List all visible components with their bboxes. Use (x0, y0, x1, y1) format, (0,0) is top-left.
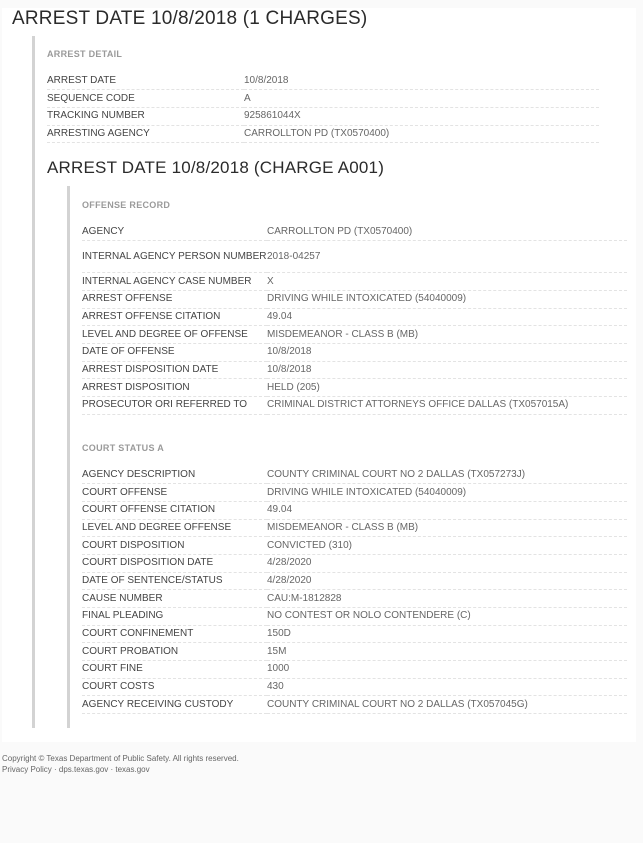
table-row (82, 326, 627, 344)
table-row (82, 466, 627, 484)
footer-links[interactable]: Privacy Policy · dps.texas.gov · texas.gov (2, 765, 150, 774)
table-row (82, 484, 627, 502)
row-label: ARREST OFFENSE (82, 290, 267, 308)
row-value: MISDEMEANOR - CLASS B (MB) (267, 519, 627, 537)
court-status-heading: COURT STATUS A (82, 443, 165, 453)
table-row (82, 308, 627, 326)
row-label: AGENCY (82, 223, 267, 241)
row-value: 49.04 (267, 308, 627, 326)
table-row (82, 343, 627, 361)
offense-record-heading: OFFENSE RECORD (82, 200, 171, 210)
row-label: TRACKING NUMBER (47, 107, 244, 125)
row-value: 4/28/2020 (267, 572, 627, 590)
row-value: A (244, 90, 599, 108)
row-value: 10/8/2018 (244, 72, 599, 90)
arrest-detail-heading: ARREST DETAIL (47, 49, 123, 59)
row-label: COURT CONFINEMENT (82, 625, 267, 643)
table-row (82, 241, 627, 273)
row-label: CAUSE NUMBER (82, 590, 267, 608)
table-row (82, 223, 627, 241)
page-footer (2, 753, 239, 775)
row-value: CARROLLTON PD (TX0570400) (267, 223, 627, 241)
row-label: COURT PROBATION (82, 643, 267, 661)
table-row (82, 361, 627, 379)
table-row (82, 625, 627, 643)
row-label: AGENCY DESCRIPTION (82, 466, 267, 484)
row-value: CRIMINAL DISTRICT ATTORNEYS OFFICE DALLAS (TX057015A) (267, 397, 627, 415)
row-label: PROSECUTOR ORI REFERRED TO (82, 397, 267, 415)
row-value: X (267, 273, 627, 291)
row-value: 2018-04257 (267, 241, 627, 273)
row-label: INTERNAL AGENCY PERSON NUMBER (82, 241, 267, 273)
row-value: DRIVING WHILE INTOXICATED (54040009) (267, 290, 627, 308)
table-row (82, 554, 627, 572)
row-label: AGENCY RECEIVING CUSTODY (82, 696, 267, 714)
row-label: DATE OF OFFENSE (82, 343, 267, 361)
row-value: 49.04 (267, 501, 627, 519)
row-label: COURT DISPOSITION DATE (82, 554, 267, 572)
row-label: FINAL PLEADING (82, 608, 267, 626)
table-row (82, 678, 627, 696)
row-label: COURT COSTS (82, 678, 267, 696)
row-value: MISDEMEANOR - CLASS B (MB) (267, 326, 627, 344)
row-value: 15M (267, 643, 627, 661)
charge-indent-bar (67, 186, 70, 728)
row-value: NO CONTEST OR NOLO CONTENDERE (C) (267, 608, 627, 626)
offense-record-table (82, 223, 627, 415)
table-row (47, 125, 599, 143)
table-row (82, 643, 627, 661)
arrest-indent-bar (32, 36, 35, 728)
table-row (82, 379, 627, 397)
row-label: LEVEL AND DEGREE OF OFFENSE (82, 326, 267, 344)
table-row (82, 572, 627, 590)
row-value: CARROLLTON PD (TX0570400) (244, 125, 599, 143)
row-label: ARRESTING AGENCY (47, 125, 244, 143)
arrest-detail-table (47, 72, 599, 143)
row-value: 430 (267, 678, 627, 696)
row-label: ARREST DISPOSITION (82, 379, 267, 397)
row-value: 150D (267, 625, 627, 643)
table-row (82, 273, 627, 291)
row-label: ARREST OFFENSE CITATION (82, 308, 267, 326)
table-row (82, 519, 627, 537)
court-status-table (82, 466, 627, 714)
row-label: ARREST DATE (47, 72, 244, 90)
table-row (82, 501, 627, 519)
row-label: COURT FINE (82, 661, 267, 679)
row-value: CONVICTED (310) (267, 537, 627, 555)
row-value: DRIVING WHILE INTOXICATED (54040009) (267, 484, 627, 502)
row-label: COURT OFFENSE CITATION (82, 501, 267, 519)
page-title: ARREST DATE 10/8/2018 (1 CHARGES) (12, 8, 368, 29)
row-label: SEQUENCE CODE (47, 90, 244, 108)
row-label: COURT OFFENSE (82, 484, 267, 502)
table-row (82, 397, 627, 415)
table-row (82, 290, 627, 308)
table-row (47, 90, 599, 108)
row-label: DATE OF SENTENCE/STATUS (82, 572, 267, 590)
row-value: 925861044X (244, 107, 599, 125)
row-value: COUNTY CRIMINAL COURT NO 2 DALLAS (TX057273J) (267, 466, 627, 484)
row-label: INTERNAL AGENCY CASE NUMBER (82, 273, 267, 291)
row-label: COURT DISPOSITION (82, 537, 267, 555)
table-row (82, 661, 627, 679)
table-row (47, 107, 599, 125)
table-row (82, 590, 627, 608)
charge-title: ARREST DATE 10/8/2018 (CHARGE A001) (47, 158, 385, 177)
row-value: COUNTY CRIMINAL COURT NO 2 DALLAS (TX057045G) (267, 696, 627, 714)
table-row (82, 608, 627, 626)
row-label: LEVEL AND DEGREE OFFENSE (82, 519, 267, 537)
row-value: 10/8/2018 (267, 361, 627, 379)
table-row (82, 696, 627, 714)
table-row (47, 72, 599, 90)
row-value: 1000 (267, 661, 627, 679)
table-row (82, 537, 627, 555)
row-value: 10/8/2018 (267, 343, 627, 361)
row-value: HELD (205) (267, 379, 627, 397)
row-value: CAU:M-1812828 (267, 590, 627, 608)
row-label: ARREST DISPOSITION DATE (82, 361, 267, 379)
row-value: 4/28/2020 (267, 554, 627, 572)
copyright-text: Copyright © Texas Department of Public Safety. All rights reserved. (2, 754, 239, 763)
